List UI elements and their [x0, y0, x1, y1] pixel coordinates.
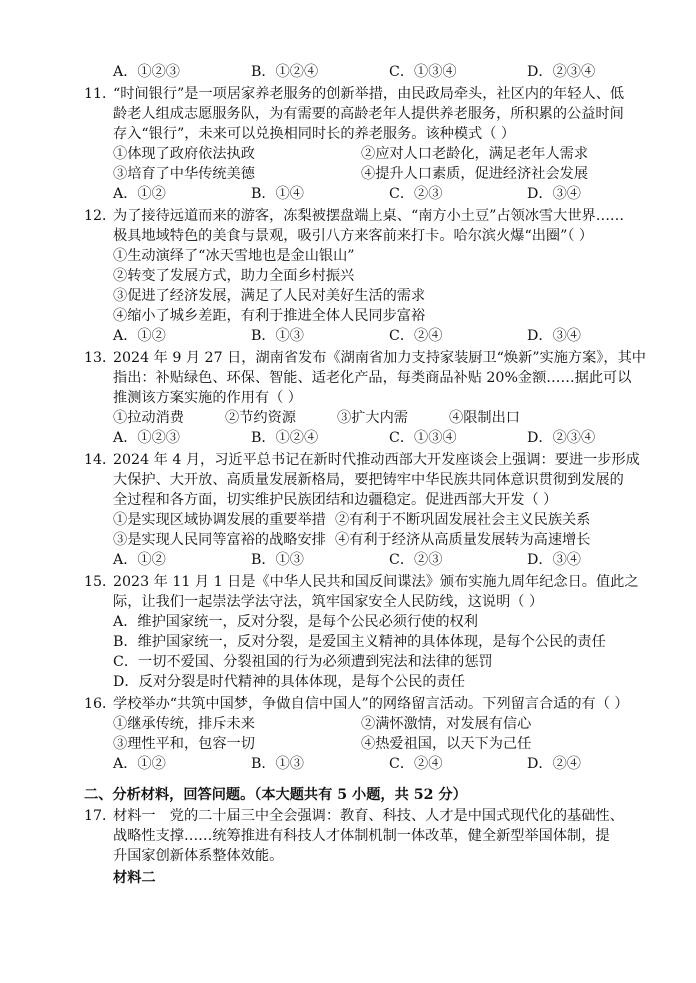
q12-answer-b: B．①③: [251, 328, 304, 344]
q15-choice-b: B．维护国家统一，反对分裂，是爱国主义精神的具体体现，是每个公民的责任: [113, 634, 606, 650]
q13-answer-a: A．①②③: [113, 430, 180, 446]
q14-option-2: ②有利于不断巩固发展社会主义民族关系: [335, 512, 591, 528]
q11-option-4: ④提升人口素质，促进经济社会发展: [361, 166, 589, 182]
q12-answer-row: [113, 326, 665, 346]
q12-option-1: ①生动演绎了“冰天雪地也是金山银山”: [113, 248, 355, 264]
q16-option-row: [113, 714, 609, 734]
q10-answer-b: B．①②④: [251, 64, 319, 80]
q16-answer-c: C．②④: [389, 756, 443, 772]
q16-answer-a: A．①②: [113, 756, 166, 772]
q11-option-2: ②应对人口老龄化，满足老年人需求: [361, 146, 589, 162]
q11-option-row: [113, 164, 609, 184]
q14-answer-a: A．①②: [113, 552, 166, 568]
q17-material1-line: 材料一 党的二十届三中全会强调：教育、科技、人才是中国式现代化的基础性、: [113, 808, 624, 824]
q16-answer-row: [113, 754, 665, 774]
q14-stem-line: 2024 年 4 月，习近平总书记在新时代推动西部大开发座谈会上强调：要进一步形成: [113, 452, 640, 468]
q12-answer-d: D．③④: [527, 328, 581, 344]
q16-stem-line: 学校举办“共筑中国梦，争做自信中国人”的网络留言活动。下列留言合适的有（ ）: [113, 696, 629, 712]
q14-option-row: [113, 530, 590, 550]
q11-stem-line: 存入“银行”，未来可以兑换相同时长的养老服务。该种模式（ ）: [113, 126, 516, 142]
q12-option-4: ④缩小了城乡差距，有利于推进全体人民同步富裕: [113, 308, 426, 324]
q14-answer-row: [113, 550, 665, 570]
q13-answer-d: D．②③④: [527, 430, 596, 446]
q14-answer-b: B．①③: [251, 552, 304, 568]
section-heading: 二、分析材料，回答问题。（本大题共有 5 小题，共 52 分）: [84, 787, 467, 803]
q14-option-3: ③是实现人民同等富裕的战略安排: [113, 532, 326, 548]
q14-option-1: ①是实现区域协调发展的重要举措: [113, 512, 326, 528]
q16-option-4: ④热爱祖国，以天下为己任: [361, 736, 532, 752]
q10-answer-a: A．①②③: [113, 64, 180, 80]
q15-choice-d: D．反对分裂是时代精神的具体体现，是每个公民的责任: [113, 674, 465, 690]
q15-choice-a: A．维护国家统一，反对分裂，是每个公民必须行使的权利: [113, 614, 478, 630]
q11-option-1: ①体现了政府依法执政: [113, 146, 255, 162]
q12-answer-a: A．①②: [113, 328, 166, 344]
q12-option-3: ③促进了经济发展，满足了人民对美好生活的需求: [113, 288, 426, 304]
q10-answer-d: D．②③④: [527, 64, 596, 80]
q13-option-3: ③扩大内需: [337, 410, 408, 426]
q17-material1-line: 战略性支撑……统筹推进有科技人才体制机制一体改革，健全新型举国体制，提: [113, 828, 610, 844]
q16-option-1: ①继承传统，排斥未来: [113, 716, 255, 732]
q12-answer-c: C．②④: [389, 328, 443, 344]
q14-option-row: [113, 510, 590, 530]
q14-number: 14．: [84, 452, 117, 468]
q13-answer-b: B．①②④: [251, 430, 319, 446]
q13-option-4: ④限制出口: [449, 410, 520, 426]
q12-stem-line: 为了接待远道而来的游客，冻梨被摆盘端上桌、“南方小土豆”占领冰雪大世界……: [113, 208, 625, 224]
q13-stem-line: 2024 年 9 月 27 日，湖南省发布《湖南省加力支持家装厨卫“焕新”实施方案》，其中: [113, 350, 646, 366]
q13-answer-c: C．①③④: [389, 430, 457, 446]
q13-stem-line: 指出：补贴绿色、环保、智能、适老化产品，每类商品补贴 20%金额……据此可以: [113, 370, 632, 386]
q16-option-3: ③理性平和，包容一切: [113, 736, 255, 752]
q17-material2-label: 材料二: [113, 870, 156, 886]
q14-answer-c: C．②③: [389, 552, 443, 568]
q13-number: 13．: [84, 350, 117, 366]
q16-answer-d: D．②④: [527, 756, 581, 772]
q13-option-1: ①拉动消费: [113, 410, 184, 426]
q11-answer-a: A．①②: [113, 186, 166, 202]
q14-stem-line: 全过程和各方面，切实维护民族团结和边疆稳定。促进西部大开发（ ）: [113, 492, 558, 508]
q13-stem-line: 推测该方案实施的作用有（ ）: [113, 390, 302, 406]
q12-stem-line: 极具地域特色的美食与景观，吸引八方来客前来打卡。哈尔滨火爆“出圈”（ ）: [113, 228, 594, 244]
q16-answer-b: B．①③: [251, 756, 304, 772]
q17-material1-line: 升国家创新体系整体效能。: [113, 848, 284, 864]
q13-option-2: ②节约资源: [225, 410, 296, 426]
q11-answer-d: D．③④: [527, 186, 581, 202]
q11-answer-c: C．②③: [389, 186, 443, 202]
q14-option-4: ④有利于经济从高质量发展转为高速增长: [335, 532, 591, 548]
q13-answer-row: [113, 428, 665, 448]
q11-answer-row: [113, 184, 665, 204]
q16-option-2: ②满怀激情，对发展有信心: [361, 716, 532, 732]
q13-option-row: [113, 408, 561, 428]
q17-number: 17．: [84, 808, 117, 824]
q16-number: 16．: [84, 696, 117, 712]
q11-stem-line: “时间银行”是一项居家养老服务的创新举措，由民政局牵头，社区内的年轻人、低: [113, 86, 625, 102]
q11-option-row: [113, 144, 609, 164]
q11-stem-line: 龄老人组成志愿服务队，为有需要的高龄老年人提供养老服务，所积累的公益时间: [113, 106, 624, 122]
q14-stem-line: 大保护、大开放、高质量发展新格局，要把铸牢中华民族共同体意识贯彻到发展的: [113, 472, 624, 488]
q15-choice-c: C．一切不爱国、分裂祖国的行为必须遭到宪法和法律的惩罚: [113, 654, 493, 670]
q15-stem-line: 2023 年 11 月 1 日是《中华人民共和国反间谍法》颁布实施九周年纪念日。值此之: [113, 574, 639, 590]
q12-option-2: ②转变了发展方式，助力全面乡村振兴: [113, 268, 355, 284]
q14-answer-d: D．③④: [527, 552, 581, 568]
q15-number: 15．: [84, 574, 117, 590]
q10-answer-c: C．①③④: [389, 64, 457, 80]
q12-number: 12．: [84, 208, 117, 224]
q15-stem-line: 际，让我们一起崇法学法守法，筑牢国家安全人民防线，这说明（ ）: [113, 594, 544, 610]
q10-answer-row: [113, 62, 665, 82]
q11-option-3: ③培育了中华传统美德: [113, 166, 255, 182]
q11-number: 11．: [84, 86, 117, 102]
q16-option-row: [113, 734, 609, 754]
q11-answer-b: B．①④: [251, 186, 304, 202]
